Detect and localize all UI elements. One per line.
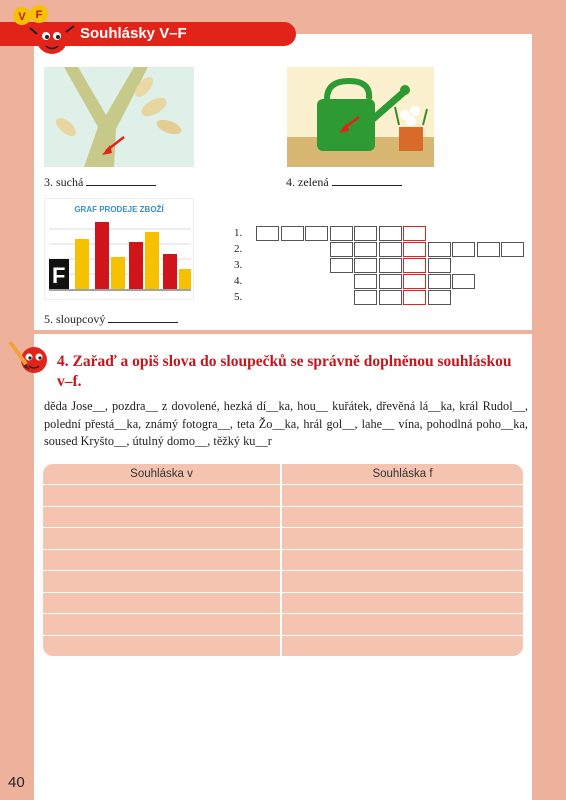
- page-number: 40: [8, 774, 25, 791]
- crossword-cell[interactable]: [452, 242, 475, 257]
- crossword-cell[interactable]: [379, 274, 402, 289]
- answer-blank-3[interactable]: [86, 175, 156, 186]
- badge-letter-f: F: [35, 9, 43, 21]
- crossword-cell[interactable]: [379, 290, 402, 305]
- crossword-row-label: 3.: [234, 259, 243, 271]
- crossword-cell[interactable]: [428, 242, 451, 257]
- answer-table: [43, 464, 523, 656]
- table-row-line: [43, 635, 523, 636]
- caption-4: 4. zelená: [286, 175, 402, 189]
- crossword-cell[interactable]: [305, 226, 328, 241]
- crossword-cell[interactable]: [281, 226, 304, 241]
- crossword-row-label: 1.: [234, 227, 243, 239]
- answer-blank-4[interactable]: [332, 175, 402, 186]
- crossword-cell[interactable]: [354, 290, 377, 305]
- table-row-line: [43, 613, 523, 614]
- crossword-cell[interactable]: [428, 290, 451, 305]
- crossword-row-label: 5.: [234, 291, 243, 303]
- table-row-line: [43, 506, 523, 507]
- task-title: 4. Zařaď a opiš slova do sloupečků se správně doplněnou souhláskou v–f.: [57, 353, 512, 390]
- branch-fork-image: [44, 67, 194, 167]
- crossword-cell[interactable]: [403, 226, 426, 241]
- watering-can-image: [287, 67, 434, 167]
- crossword-cell[interactable]: [428, 258, 451, 273]
- crossword-cell[interactable]: [330, 226, 353, 241]
- crossword-cell[interactable]: [379, 226, 402, 241]
- mascot-pencil-icon: [6, 338, 52, 380]
- crossword-cell[interactable]: [379, 242, 402, 257]
- table-row-line: [43, 527, 523, 528]
- crossword-row-label: 2.: [234, 243, 243, 255]
- table-row-line: [43, 484, 523, 485]
- table-row-line: [43, 570, 523, 571]
- crossword-cell[interactable]: [330, 242, 353, 257]
- column-divider: [280, 464, 282, 656]
- crossword-cell[interactable]: [501, 242, 524, 257]
- crossword-cell[interactable]: [403, 242, 426, 257]
- table-row-line: [43, 549, 523, 550]
- mascot-icon: [8, 4, 80, 60]
- crossword-cell[interactable]: [403, 258, 426, 273]
- caption-3: 3. suchá: [44, 175, 156, 189]
- crossword-row-label: 4.: [234, 275, 243, 287]
- column-header-v: Souhláska v: [130, 468, 193, 480]
- badge-letter-v: V: [18, 11, 26, 23]
- crossword-cell[interactable]: [477, 242, 500, 257]
- chart-image-letter: F: [52, 263, 66, 288]
- crossword-cell[interactable]: [403, 274, 426, 289]
- crossword-cell[interactable]: [354, 242, 377, 257]
- chart-image-title: GRAF PRODEJE ZBOŽÍ: [74, 205, 164, 214]
- bar-chart-image: [44, 198, 194, 300]
- crossword-cell[interactable]: [379, 258, 402, 273]
- crossword-cell[interactable]: [330, 258, 353, 273]
- crossword-cell[interactable]: [354, 258, 377, 273]
- crossword-cell[interactable]: [354, 226, 377, 241]
- crossword-cell[interactable]: [452, 274, 475, 289]
- page-title: Souhlásky V–F: [80, 25, 187, 42]
- answer-blank-5[interactable]: [108, 312, 178, 323]
- crossword-cell[interactable]: [428, 274, 451, 289]
- crossword-cell[interactable]: [354, 274, 377, 289]
- crossword-cell[interactable]: [256, 226, 279, 241]
- crossword-cell[interactable]: [403, 290, 426, 305]
- table-row-line: [43, 592, 523, 593]
- column-header-f: Souhláska f: [372, 468, 433, 480]
- task-text: děda Jose__, pozdra__ z dovolené, hezká dí__ka, hou__ kuřátek, dřevěná lá__ka, král Rudol__, polední přestá__ka, známý fotogra__, teta Žo__ka, hrál gol__, lahe__ vína, pohodlná poho__ka, soused Kryšto__, útulný domo__, těžký ku__r: [44, 399, 528, 448]
- caption-5: 5. sloupcový: [44, 312, 178, 326]
